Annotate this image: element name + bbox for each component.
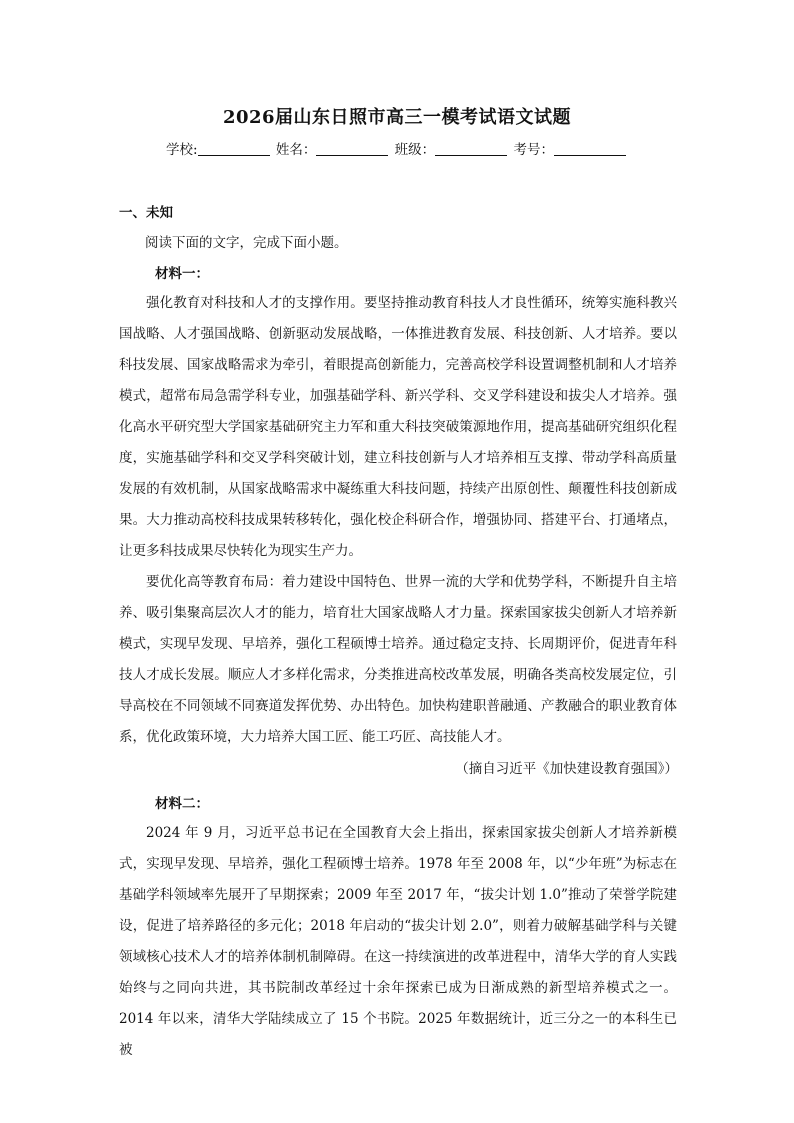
page-title: 2026届山东日照市高三一模考试语文试题 bbox=[222, 107, 572, 128]
school-label: 学校: bbox=[166, 142, 198, 158]
section-heading: 一、未知 bbox=[119, 205, 173, 221]
material-one-paragraph-2: 要优化高等教育布局：着力建设中国特色、世界一流的大学和优势学科，不断提升自主培养、吸引集聚高层次人才的能力，培育壮大国家战略人才力量。探索国家拔尖创新人才培养新模式，实现早发现、早培养，强化工程硕博士培养。通过稳定支持、长周期评价，促进青年科技人才成长发展。顺应人才多样化需求，分类推进高校改革发展，明确各类高校发展定位，引导高校在不同领域不同赛道发挥优势、办出特色。加快构建职普融通、产教融合的职业教育体系，优化政策环境，大力培养大国工匠、能工巧匠、高技能人才。 bbox=[119, 574, 677, 745]
class-label: 班级： bbox=[394, 142, 436, 158]
class-blank bbox=[435, 141, 507, 156]
name-blank bbox=[316, 141, 388, 156]
material-two-paragraph-1: 2024 年 9 月，习近平总书记在全国教育大会上指出，探索国家拔尖创新人才培养新模式，实现早发现、早培养，强化工程硕博士培养。1978 年至 2008 年，以“少年班”为标志在基础学科领域率先展开了早期探索；2009 年至 2017 年，“拔尖计划 1.0”推动了荣誉学院建设，促进了培养路径的多元化；2018 年启动的“拔尖计划 2.0”，则着力破解基础学科与关键领域核心技术人才的培养体制机制障碍。在这一持续演进的改革进程中，清华大学的育人实践始终与之同向共进，其书院制改革经过十余年探索已成为日渐成熟的新型培养模式之一。2014 年以来，清华大学陆续成立了 15 个书院。2025 年数据统计，近三分之一的本科生已被 bbox=[119, 825, 677, 1058]
name-label: 姓名： bbox=[275, 142, 317, 158]
student-info-line bbox=[0, 138, 794, 158]
school-blank bbox=[198, 141, 270, 156]
material-two-label: 材料二： bbox=[155, 796, 209, 812]
instruction-text: 阅读下面的文字，完成下面小题。 bbox=[145, 235, 348, 251]
material-one-paragraph-1: 强化教育对科技和人才的支撑作用。要坚持推动教育科技人才良性循环，统筹实施科教兴国战略、人才强国战略、创新驱动发展战略，一体推进教育发展、科技创新、人才培养。要以科技发展、国家战略需求为牵引，着眼提高创新能力，完善高校学科设置调整机制和人才培养模式，超常布局急需学科专业，加强基础学科、新兴学科、交叉学科建设和拔尖人才培养。强化高水平研究型大学国家基础研究主力军和重大科技突破策源地作用，提高基础研究组织化程度，实施基础学科和交叉学科突破计划，建立科技创新与人才培养相互支撑、带动学科高质量发展的有效机制，从国家战略需求中凝练重大科技问题，持续产出原创性、颠覆性科技创新成果。大力推动高校科技成果转移转化，强化校企科研合作，增强协同、搭建平台、打通堵点，让更多科技成果尽快转化为现实生产力。 bbox=[119, 295, 677, 559]
exam-no-blank bbox=[554, 141, 626, 156]
material-one-label: 材料一： bbox=[155, 266, 209, 282]
material-one-source: （摘自习近平《加快建设教育强国》） bbox=[455, 761, 678, 777]
exam-no-label: 考号： bbox=[513, 142, 554, 158]
